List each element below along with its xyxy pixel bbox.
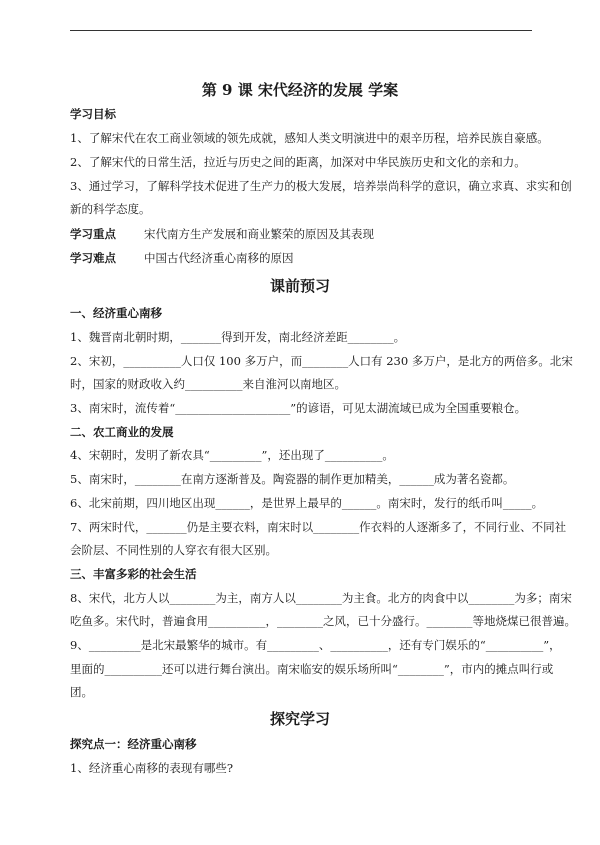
question-line: 7、两宋时代，_______仍是主要衣料，南宋时以________作衣料的人逐渐多了，不同行业、不同社 xyxy=(70,520,567,534)
focus-label: 学习重点 xyxy=(70,227,116,241)
goal-line: 1、了解宋代在农工商业领域的领先成就，感知人类文明演进中的艰辛历程，培养民族自豪感。 xyxy=(70,131,549,145)
goal-line: 2、了解宋代的日常生活，拉近与历史之间的距离，加深对中华民族历史和文化的亲和力。 xyxy=(70,155,526,169)
header-rule xyxy=(70,30,532,31)
question-line: 5、南宋时，________在南方逐渐普及。陶瓷器的制作更加精美，______成为著名瓷都。 xyxy=(70,472,515,486)
page-title: 第 9 课 宋代经济的发展 学案 xyxy=(201,81,399,99)
explore-point-heading: 探究点一：经济重心南移 xyxy=(70,737,197,751)
section-heading: 二、农工商业的发展 xyxy=(70,425,174,439)
question-line: 团。 xyxy=(70,685,93,699)
goal-line: 新的科学态度。 xyxy=(70,202,151,216)
question-line: 8、宋代，北方人以________为主，南方人以________为主食。北方的肉食中以________为多；南宋 xyxy=(70,591,572,605)
focus-text: 宋代南方生产发展和商业繁荣的原因及其表现 xyxy=(144,227,374,241)
goals-heading: 学习目标 xyxy=(70,107,116,121)
section-heading: 一、经济重心南移 xyxy=(70,306,162,320)
question-line: 会阶层、不同性别的人穿衣有很大区别。 xyxy=(70,543,277,557)
question-line: 里面的__________还可以进行舞台演出。南宋临安的娱乐场所叫“________”，市内的摊点叫行或 xyxy=(70,662,554,676)
question-line: 吃鱼多。宋代时，普遍食用__________，________之风，已十分盛行。________等地烧煤已很普遍。 xyxy=(70,614,576,628)
question-line: 4、宋朝时，发明了新农具“_________”，还出现了__________。 xyxy=(70,448,394,462)
question-line: 6、北宋前期，四川地区出现______，是世界上最早的______。南宋时，发行的纸币叫_____。 xyxy=(70,496,544,510)
focus-row xyxy=(70,226,374,242)
question-line: 9、_________是北宋最繁华的城市。有_________、__________，还有专门娱乐的“__________”， xyxy=(70,638,561,652)
goal-line: 3、通过学习，了解科学技术促进了生产力的极大发展，培养崇尚科学的意识，确立求真、求实和创 xyxy=(70,179,572,193)
question-line: 时，国家的财政收入约__________来自淮河以南地区。 xyxy=(70,377,346,391)
question-line: 1、经济重心南移的表现有哪些? xyxy=(70,761,233,775)
question-line: 2、宋初，__________人口仅 100 多万户，而________人口有 230 多万户，是北方的两倍多。北宋 xyxy=(70,354,573,368)
difficulty-text: 中国古代经济重心南移的原因 xyxy=(144,251,294,265)
preview-heading: 课前预习 xyxy=(269,277,330,295)
section-heading: 三、丰富多彩的社会生活 xyxy=(70,567,197,581)
explore-heading: 探究学习 xyxy=(269,710,330,728)
difficulty-label: 学习难点 xyxy=(70,251,116,265)
question-line: 3、南宋时，流传着“____________________”的谚语，可见太湖流域已成为全国重要粮仓。 xyxy=(70,401,527,415)
difficulty-row xyxy=(70,250,294,266)
question-line: 1、魏晋南北朝时期，_______得到开发，南北经济差距________。 xyxy=(70,330,406,344)
